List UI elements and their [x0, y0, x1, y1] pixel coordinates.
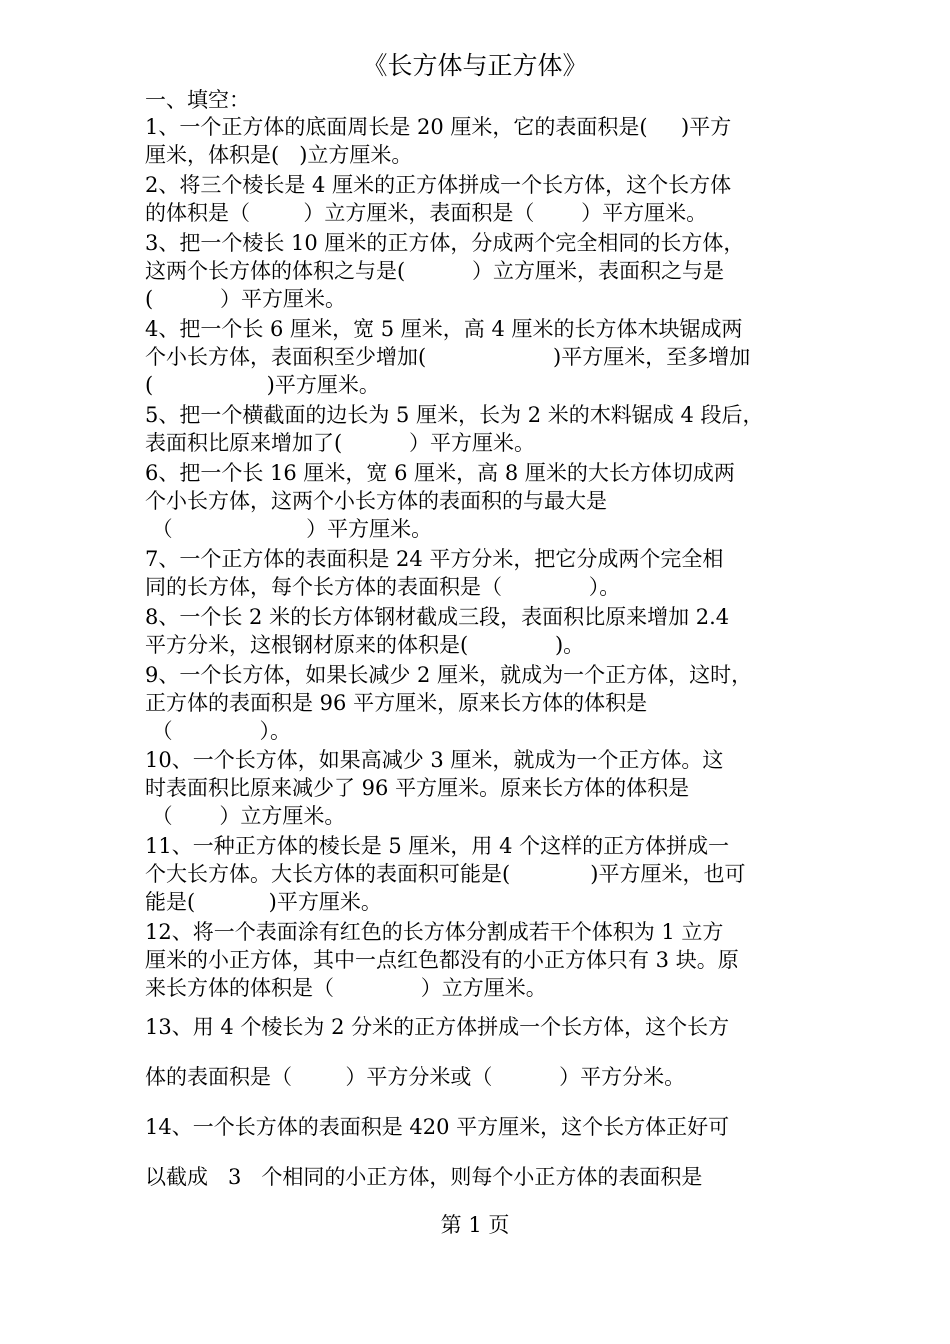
q5-line-2: 表面积比原来增加了( ）平方厘米。	[145, 431, 535, 455]
q2-line-1: 2、将三个棱长是 4 厘米的正方体拼成一个长方体，这个长方体	[145, 173, 732, 197]
q3-line-3: ( ）平方厘米。	[145, 287, 346, 311]
q1-line-1: 1、一个正方体的底面周长是 20 厘米，它的表面积是( )平方	[145, 115, 732, 139]
q4-line-2: 个小长方体，表面积至少增加( )平方厘米，至多增加	[145, 345, 751, 369]
q9-line-1: 9、一个长方体，如果长减少 2 厘米，就成为一个正方体，这时，	[145, 663, 753, 687]
document-title: 《长方体与正方体》	[362, 51, 588, 80]
section-heading: 一、填空：	[145, 88, 250, 112]
q11-line-1: 11、一种正方体的棱长是 5 厘米，用 4 个这样的正方体拼成一	[145, 834, 730, 858]
q2-line-2: 的体积是（ ）立方厘米，表面积是（ ）平方厘米。	[145, 201, 708, 225]
q8-line-2: 平方分米，这根钢材原来的体积是( )。	[145, 633, 585, 657]
q4-line-3: ( )平方厘米。	[145, 373, 380, 397]
q6-line-2: 个小长方体，这两个小长方体的表面积的与最大是	[145, 489, 607, 513]
q12-line-2: 厘米的小正方体，其中一点红色都没有的小正方体只有 3 块。原	[145, 948, 739, 972]
q1-line-2: 厘米，体积是( )立方厘米。	[145, 143, 413, 167]
q12-line-3: 来长方体的体积是（ ）立方厘米。	[145, 976, 547, 1000]
q8-line-1: 8、一个长 2 米的长方体钢材截成三段，表面积比原来增加 2.4	[145, 605, 730, 629]
q7-line-1: 7、一个正方体的表面积是 24 平方分米，把它分成两个完全相	[145, 547, 724, 571]
q10-line-1: 10、一个长方体，如果高减少 3 厘米，就成为一个正方体。这	[145, 748, 724, 772]
q11-line-2: 个大长方体。大长方体的表面积可能是( )平方厘米，也可	[145, 862, 746, 886]
q9-line-2: 正方体的表面积是 96 平方厘米，原来长方体的体积是	[145, 691, 648, 715]
q10-line-3: （ ）立方厘米。	[145, 804, 346, 828]
q4-line-1: 4、把一个长 6 厘米，宽 5 厘米，高 4 厘米的长方体木块锯成两	[145, 317, 743, 341]
q12-line-1: 12、将一个表面涂有红色的长方体分割成若干个体积为 1 立方	[145, 920, 724, 944]
q13-line-2: 体的表面积是（ ）平方分米或（ ）平方分米。	[145, 1065, 686, 1089]
q11-line-3: 能是( )平方厘米。	[145, 890, 382, 914]
q6-line-3: （ ）平方厘米。	[145, 517, 433, 541]
q5-line-1: 5、把一个横截面的边长为 5 厘米，长为 2 米的木料锯成 4 段后，	[145, 403, 764, 427]
q14-line-2: 以截成 3 个相同的小正方体，则每个小正方体的表面积是	[145, 1165, 703, 1189]
q13-line-1: 13、用 4 个棱长为 2 分米的正方体拼成一个长方体，这个长方	[145, 1015, 730, 1039]
q3-line-2: 这两个长方体的体积之与是( ）立方厘米，表面积之与是	[145, 259, 724, 283]
q3-line-1: 3、把一个棱长 10 厘米的正方体，分成两个完全相同的长方体，	[145, 231, 745, 255]
q9-line-3: （ ）。	[145, 719, 291, 743]
q7-line-2: 同的长方体，每个长方体的表面积是（ ）。	[145, 575, 621, 599]
q10-line-2: 时表面积比原来减少了 96 平方厘米。原来长方体的体积是	[145, 776, 690, 800]
q14-line-1: 14、一个长方体的表面积是 420 平方厘米，这个长方体正好可	[145, 1115, 730, 1139]
page-number: 第 1 页	[440, 1213, 510, 1237]
q6-line-1: 6、把一个长 16 厘米，宽 6 厘米，高 8 厘米的大长方体切成两	[145, 461, 735, 485]
